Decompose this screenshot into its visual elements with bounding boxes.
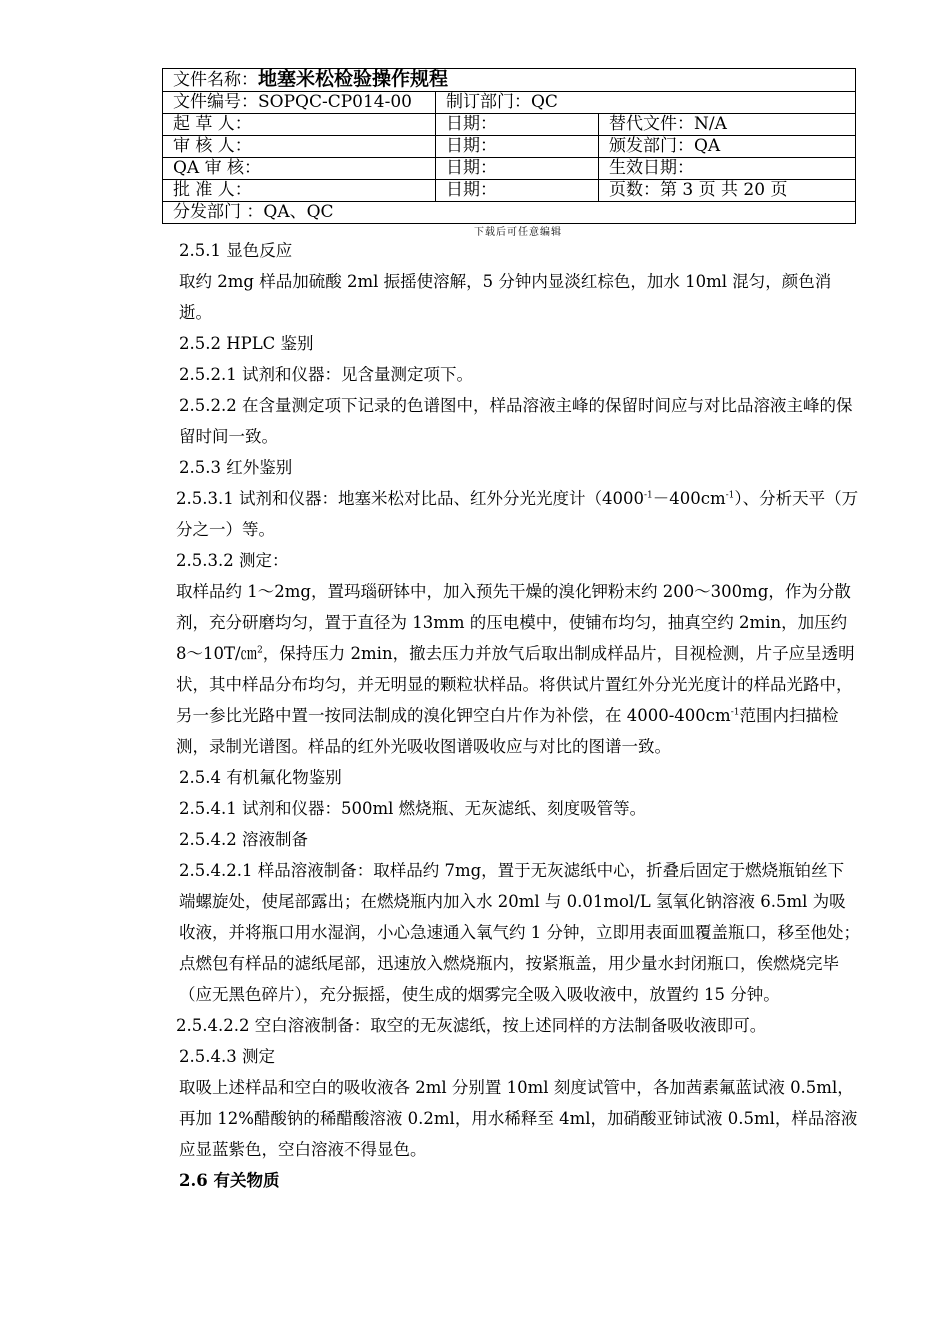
file-number-cell: 文件编号：SOPQC-CP014-00 (163, 92, 436, 114)
text-run: 范围内扫描检测，录制光谱图。样品的红外光吸收图谱吸收应与对比的图谱一致。 (176, 706, 839, 756)
drafter-cell: 起 草 人： (163, 114, 436, 136)
text-run: 2.5.3.1 试剂和仪器：地塞米松对比品、红外分光光度计（4000 (176, 489, 644, 508)
paragraph: 2.5.4.2.2 空白溶液制备：取空的无灰滤纸，按上述同样的方法制备吸收液即可。 (176, 1016, 767, 1035)
document-body (160, 235, 860, 1196)
section-heading: 2.5.3.2 测定： (176, 551, 289, 570)
superscript: -1 (725, 490, 735, 501)
section-heading: 2.5.4 有机氟化物鉴别 (179, 768, 342, 787)
document-title: 地塞米松检验操作规程 (258, 68, 449, 90)
paragraph (160, 576, 860, 762)
issue-dept-cell: 颁发部门：QA (599, 136, 856, 158)
paragraph: 取吸上述样品和空白的吸收液各 2ml 分别置 10ml 刻度试管中，各加茜素氟蓝试液 0.5ml，再加 12%醋酸钠的稀醋酸溶液 0.2ml，用水稀释至 4ml，加硝酸亚铈试液 0.5ml，样品溶液应显蓝紫色，空白溶液不得显色。 (179, 1078, 858, 1159)
header-row (163, 202, 856, 224)
text-run: －400cm (652, 489, 726, 508)
paragraph (160, 483, 860, 545)
date-cell: 日期： (436, 114, 599, 136)
page-count-cell: 页数：第 3 页 共 20 页 (599, 180, 856, 202)
file-name-label: 文件名称： (173, 70, 258, 90)
reviewer-cell: 审 核 人： (163, 136, 436, 158)
text-run: ，保持压力 2min，撤去压力并放气后取出制成样品片，目视检测，片子应呈透明状，其中样品分布均匀，并无明显的颗粒状样品。将供试片置红外分光光度计的样品光路中，另一参比光路中置一按同法制成的溴化钾空白片作为补偿，在 4000-400cm (176, 644, 855, 725)
section-heading: 2.6 有关物质 (179, 1171, 280, 1190)
document-header-table (162, 68, 856, 224)
paragraph: 2.5.2.1 试剂和仪器：见含量测定项下。 (179, 365, 473, 384)
section-heading: 2.5.2 HPLC 鉴别 (179, 334, 314, 353)
date-cell: 日期： (436, 180, 599, 202)
header-row (163, 158, 856, 180)
watermark-text: 下载后可任意编辑 (474, 227, 562, 238)
section-heading: 2.5.3 红外鉴别 (179, 458, 293, 477)
paragraph: 2.5.4.2.1 样品溶液制备：取样品约 7mg，置于无灰滤纸中心，折叠后固定于燃烧瓶铂丝下端螺旋处，使尾部露出；在燃烧瓶内加入水 20ml 与 0.01mol/L 氢氧化钠溶液 6.5ml 为吸收液，并将瓶口用水湿润，小心急速通入氧气约 1 分钟，立即用表面皿覆盖瓶口，移至他处；点燃包有样品的滤纸尾部，迅速放入燃烧瓶内，按紧瓶盖，用少量水封闭瓶口，俟燃烧完毕（应无黑色碎片），充分振摇，使生成的烟雾完全吸入吸收液中，放置约 15 分钟。 (179, 861, 860, 1004)
section-heading: 2.5.4.2 溶液制备 (179, 830, 308, 849)
header-row (163, 180, 856, 202)
replace-cell: 替代文件：N/A (599, 114, 856, 136)
section-heading: 2.5.1 显色反应 (179, 241, 293, 260)
date-cell: 日期： (436, 158, 599, 180)
superscript: -1 (730, 707, 740, 718)
text-run: 取样品约 1～2mg，置玛瑙研钵中，加入预先干燥的溴化钾粉末约 200～300mg，作为分散剂，充分研磨均匀，置于直径为 13mm 的压电模中，使铺布均匀，抽真空约 2min，加压约 8～10T/㎝ (176, 582, 851, 663)
paragraph: 取约 2mg 样品加硫酸 2ml 振摇使溶解，5 分钟内显淡红棕色，加水 10ml 混匀，颜色消逝。 (179, 272, 832, 322)
date-cell: 日期： (436, 136, 599, 158)
header-row (163, 136, 856, 158)
approver-cell: 批 准 人： (163, 180, 436, 202)
superscript: 2 (257, 645, 263, 656)
effective-date-cell: 生效日期： (599, 158, 856, 180)
distribution-cell: 分发部门 ：QA、QC (163, 202, 856, 224)
section-heading: 2.5.4.3 测定 (179, 1047, 275, 1066)
paragraph: 2.5.4.1 试剂和仪器：500ml 燃烧瓶、无灰滤纸、刻度吸管等。 (179, 799, 647, 818)
text-run: ）、分析天平（万分之一）等。 (176, 489, 859, 539)
superscript: -1 (643, 490, 653, 501)
header-row (163, 69, 856, 92)
file-name-cell (163, 69, 856, 92)
paragraph: 2.5.2.2 在含量测定项下记录的色谱图中，样品溶液主峰的保留时间应与对比品溶液主峰的保留时间一致。 (179, 396, 853, 446)
header-row (163, 114, 856, 136)
qa-review-cell: QA 审 核： (163, 158, 436, 180)
header-row (163, 92, 856, 114)
dept-cell: 制订部门：QC (436, 92, 856, 114)
